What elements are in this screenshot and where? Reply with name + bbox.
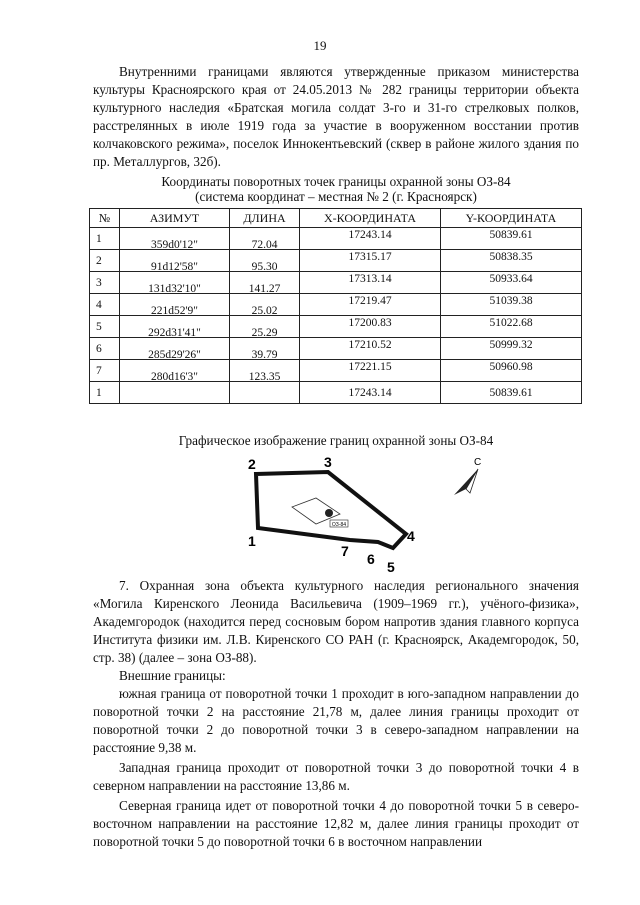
table-header-row: [90, 209, 582, 228]
header-num: №: [90, 209, 120, 228]
cell-num: 4: [90, 294, 120, 316]
cell-x: 17315.17: [348, 250, 392, 263]
cell-x: 17200.83: [348, 316, 392, 329]
cell-azimuth: 292d31'41": [148, 326, 201, 339]
header-y: Y-КООРДИНАТА: [441, 209, 582, 228]
cell-num: 3: [90, 272, 120, 294]
section-7-text: 7. Охранная зона объекта культурного наследия регионального значения «Могила Киренского Леонида Васильевича (1909–1969 гг.), учёного-физика», Академгородок (находится перед сосновым бором напротив здания главного корпуса Института физики им. Л.В. Киренского СО РАН (г. Красноярск, Академгородок, 50, стр. 38) (далее – зона ОЗ-88).: [93, 578, 579, 665]
cell-num: 1: [90, 382, 120, 404]
header-length: ДЛИНА: [230, 209, 300, 228]
cell-x: 17243.14: [348, 228, 392, 241]
table-row: [90, 338, 582, 360]
north-boundary-text: Северная граница идет от поворотной точки 4 до поворотной точки 5 в северо-восточном направлении на расстояние 12,82 м, далее линия границы проходит от поворотной точки 5 до поворотной точки 6 в восточном направлении: [93, 798, 579, 849]
point-label-3: 3: [324, 454, 332, 470]
cell-azimuth: 221d52'9": [150, 304, 199, 317]
cell-length: 141.27: [248, 282, 281, 295]
cell-x: 17210.52: [348, 338, 392, 351]
diagram-title: Графическое изображение границ охранной зоны ОЗ-84: [178, 433, 494, 448]
cell-azimuth: 285d29'26": [148, 348, 201, 361]
cell-y: 50839.61: [489, 386, 533, 399]
cell-y: 50933.64: [489, 272, 533, 285]
cell-y: 50839.61: [489, 228, 533, 241]
table-row: [90, 316, 582, 338]
coordinates-table: [89, 208, 582, 404]
cell-y: 50838.35: [489, 250, 533, 263]
west-boundary-text: Западная граница проходит от поворотной точки 3 до поворотной точки 4 в северном направлении на расстояние 13,86 м.: [93, 760, 579, 793]
header-azimuth: АЗИМУТ: [120, 209, 230, 228]
south-boundary-paragraph: [93, 685, 579, 757]
cell-x: 17221.15: [348, 360, 392, 373]
cell-length: 25.02: [251, 304, 278, 317]
south-boundary-text: южная граница от поворотной точки 1 проходит в юго-западном направлении до поворотной точки 2 на расстояние 21,78 м, далее линия границы проходит от поворотной точки 2 до поворотной точки 3 в северо-западном направлении на расстояние 9,38 м.: [93, 686, 579, 755]
cell-num: 2: [90, 250, 120, 272]
table-row: [90, 250, 582, 272]
cell-azimuth: 359d0'12": [150, 238, 199, 251]
cell-y: 51039.38: [489, 294, 533, 307]
cell-length: 95.30: [251, 260, 278, 273]
cell-x: 17219.47: [348, 294, 392, 307]
cell-num: 6: [90, 338, 120, 360]
intro-paragraph: [93, 63, 579, 171]
north-label: С: [474, 457, 482, 468]
cell-num: 5: [90, 316, 120, 338]
table-row: [90, 360, 582, 382]
north-arrow-dark-half: [454, 469, 478, 495]
grave-marker: [325, 509, 333, 517]
point-label-7: 7: [341, 543, 349, 559]
cell-azimuth: 131d32'10": [148, 282, 201, 295]
zone-boundary-diagram: [230, 452, 420, 577]
cell-length: 25.29: [251, 326, 278, 339]
cell-x: 17243.14: [348, 386, 392, 399]
cell-length: 72.04: [251, 238, 278, 251]
north-boundary-paragraph: [93, 797, 579, 851]
external-boundaries-heading-text: Внешние границы:: [119, 668, 226, 683]
page-number: 19: [313, 38, 327, 53]
north-arrow-icon: [448, 455, 488, 500]
table-row: [90, 382, 582, 404]
cell-y: 50960.98: [489, 360, 533, 373]
point-label-4: 4: [407, 528, 415, 544]
point-label-1: 1: [248, 533, 256, 549]
table-caption: [93, 174, 579, 204]
cell-num: 7: [90, 360, 120, 382]
cell-y: 51022.68: [489, 316, 533, 329]
external-boundaries-heading: [93, 667, 579, 685]
west-boundary-paragraph: [93, 759, 579, 795]
cell-num: 1: [90, 228, 120, 250]
cell-y: 50999.32: [489, 338, 533, 351]
header-x: X-КООРДИНАТА: [300, 209, 441, 228]
cell-azimuth: 280d16'3": [150, 370, 199, 383]
intro-paragraph-text: Внутренними границами являются утвержденные приказом министерства культуры Красноярского края от 24.05.2013 № 282 границы территории объекта культурного наследия «Братская могила солдат 3-го и 31-го стрелковых полков, расстрелянных в июле 1919 года за участие в вооруженном восстании против колчаковского режима», поселок Иннокентьевский (сквер в районе жилого здания по пр. Металлургов, 32б).: [93, 64, 579, 169]
zone-label: ОЗ-84: [331, 522, 347, 528]
point-label-2: 2: [248, 456, 256, 472]
table-row: [90, 272, 582, 294]
cell-length: 39.79: [251, 348, 278, 361]
table-caption-line1: Координаты поворотных точек границы охранной зоны ОЗ-84: [161, 174, 511, 189]
section-7-paragraph: [93, 577, 579, 667]
table-row: [90, 294, 582, 316]
table-caption-line2: (система координат – местная № 2 (г. Красноярск): [195, 189, 477, 204]
cell-azimuth: 91d12'58": [150, 260, 199, 273]
point-label-5: 5: [387, 559, 395, 575]
cell-x: 17313.14: [348, 272, 392, 285]
table-row: [90, 228, 582, 250]
cell-length: 123.35: [248, 370, 281, 383]
point-label-6: 6: [367, 551, 375, 567]
